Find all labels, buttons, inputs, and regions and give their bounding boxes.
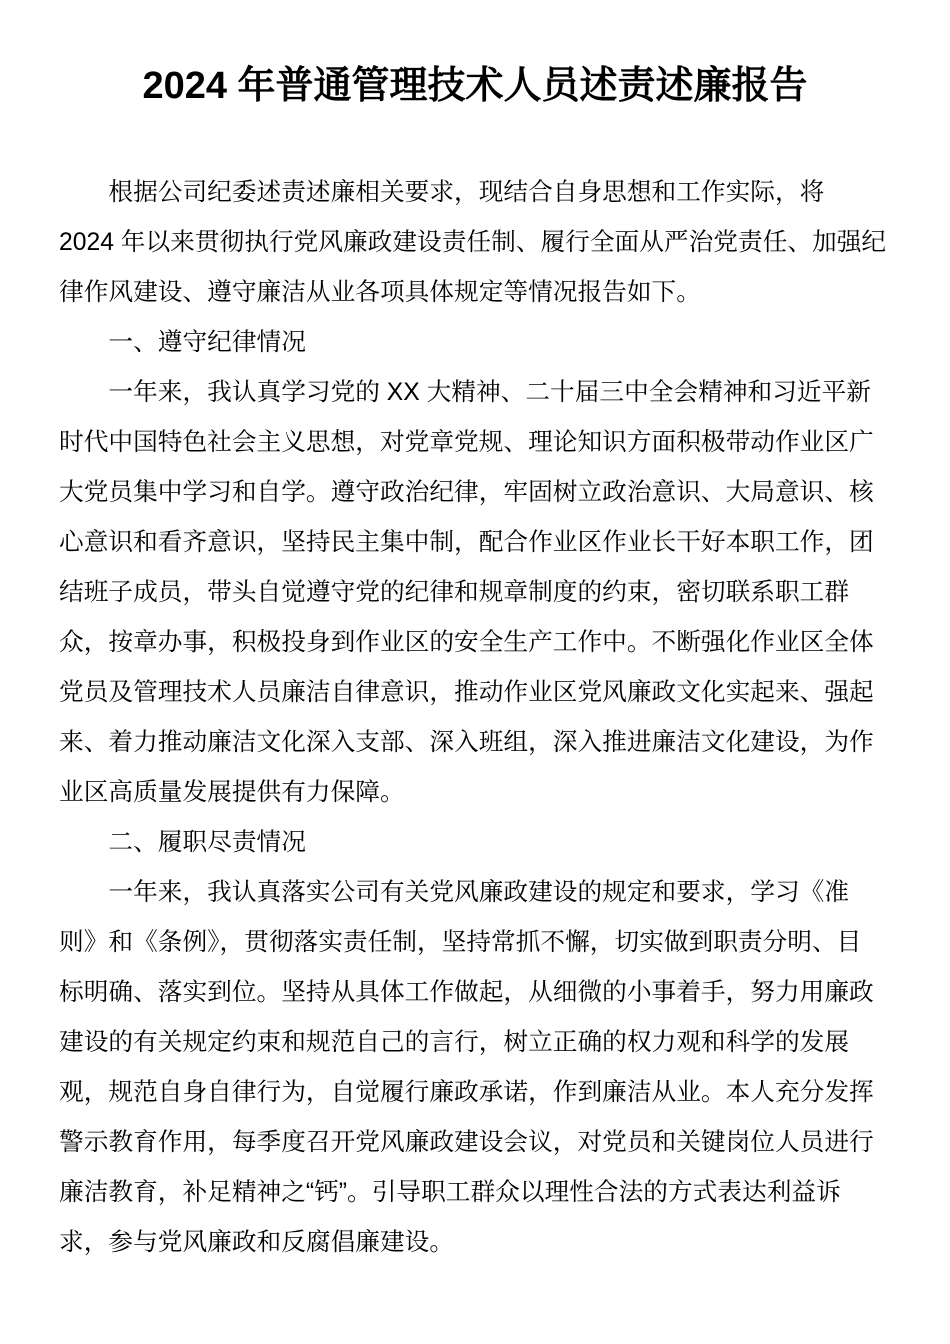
text-line: 一年来，我认真落实公司有关党风廉政建设的规定和要求，学习《准 [108, 879, 850, 906]
text-line: 根据公司纪委述责述廉相关要求，现结合自身思想和工作实际，将 [108, 179, 825, 206]
body-paragraph [59, 168, 887, 318]
section-heading [59, 318, 874, 368]
text-line: 警示教育作用，每季度召开党风廉政建设会议，对党员和关键岗位人员进行 [59, 1129, 874, 1156]
text-line: 求，参与党风廉政和反腐倡廉建设。 [59, 1229, 455, 1256]
text-line: 大党员集中学习和自学。遵守政治纪律，牢固树立政治意识、大局意识、核 [59, 479, 874, 506]
text-line: 则》和《条例》，贯彻落实责任制，坚持常抓不懈，切实做到职责分明、目 [59, 929, 862, 956]
text-line: 一、遵守纪律情况 [108, 329, 306, 356]
text-line: 来、着力推动廉洁文化深入支部、深入班组，深入推进廉洁文化建设，为作 [59, 729, 874, 756]
section-heading [59, 818, 874, 868]
text-line: 观，规范自身自律行为，自觉履行廉政承诺，作到廉洁从业。本人充分发挥 [59, 1079, 874, 1106]
text-line: 廉洁教育，补足精神之“钙”。引导职工群众以理性合法的方式表达利益诉 [59, 1179, 841, 1206]
text-line: 党员及管理技术人员廉洁自律意识，推动作业区党风廉政文化实起来、强起 [59, 679, 874, 706]
text-line: 建设的有关规定约束和规范自己的言行，树立正确的权力观和科学的发展 [59, 1029, 850, 1056]
text-line: 律作风建设、遵守廉洁从业各项具体规定等情况报告如下。 [59, 279, 701, 306]
body-paragraph [59, 868, 874, 1268]
text-line: 时代中国特色社会主义思想，对党章党规、理论知识方面积极带动作业区广 [59, 429, 874, 456]
text-line: 业区高质量发展提供有力保障。 [59, 779, 405, 806]
document-title: 2024 年普通管理技术人员述责述廉报告 [142, 65, 808, 107]
text-line: 心意识和看齐意识，坚持民主集中制，配合作业区作业长干好本职工作，团 [59, 529, 874, 556]
text-line: 众，按章办事，积极投身到作业区的安全生产工作中。不断强化作业区全体 [59, 629, 874, 656]
text-line: 二、履职尽责情况 [108, 829, 306, 856]
body-paragraph [59, 368, 874, 818]
document-body [59, 168, 887, 1268]
text-line: 标明确、落实到位。坚持从具体工作做起，从细微的小事着手，努力用廉政 [59, 979, 874, 1006]
text-line: 结班子成员，带头自觉遵守党的纪律和规章制度的约束，密切联系职工群 [59, 579, 850, 606]
text-line: 一年来，我认真学习党的 XX 大精神、二十届三中全会精神和习近平新 [108, 379, 871, 406]
text-line: 2024 年以来贯彻执行党风廉政建设责任制、履行全面从严治党责任、加强纪 [59, 229, 887, 256]
